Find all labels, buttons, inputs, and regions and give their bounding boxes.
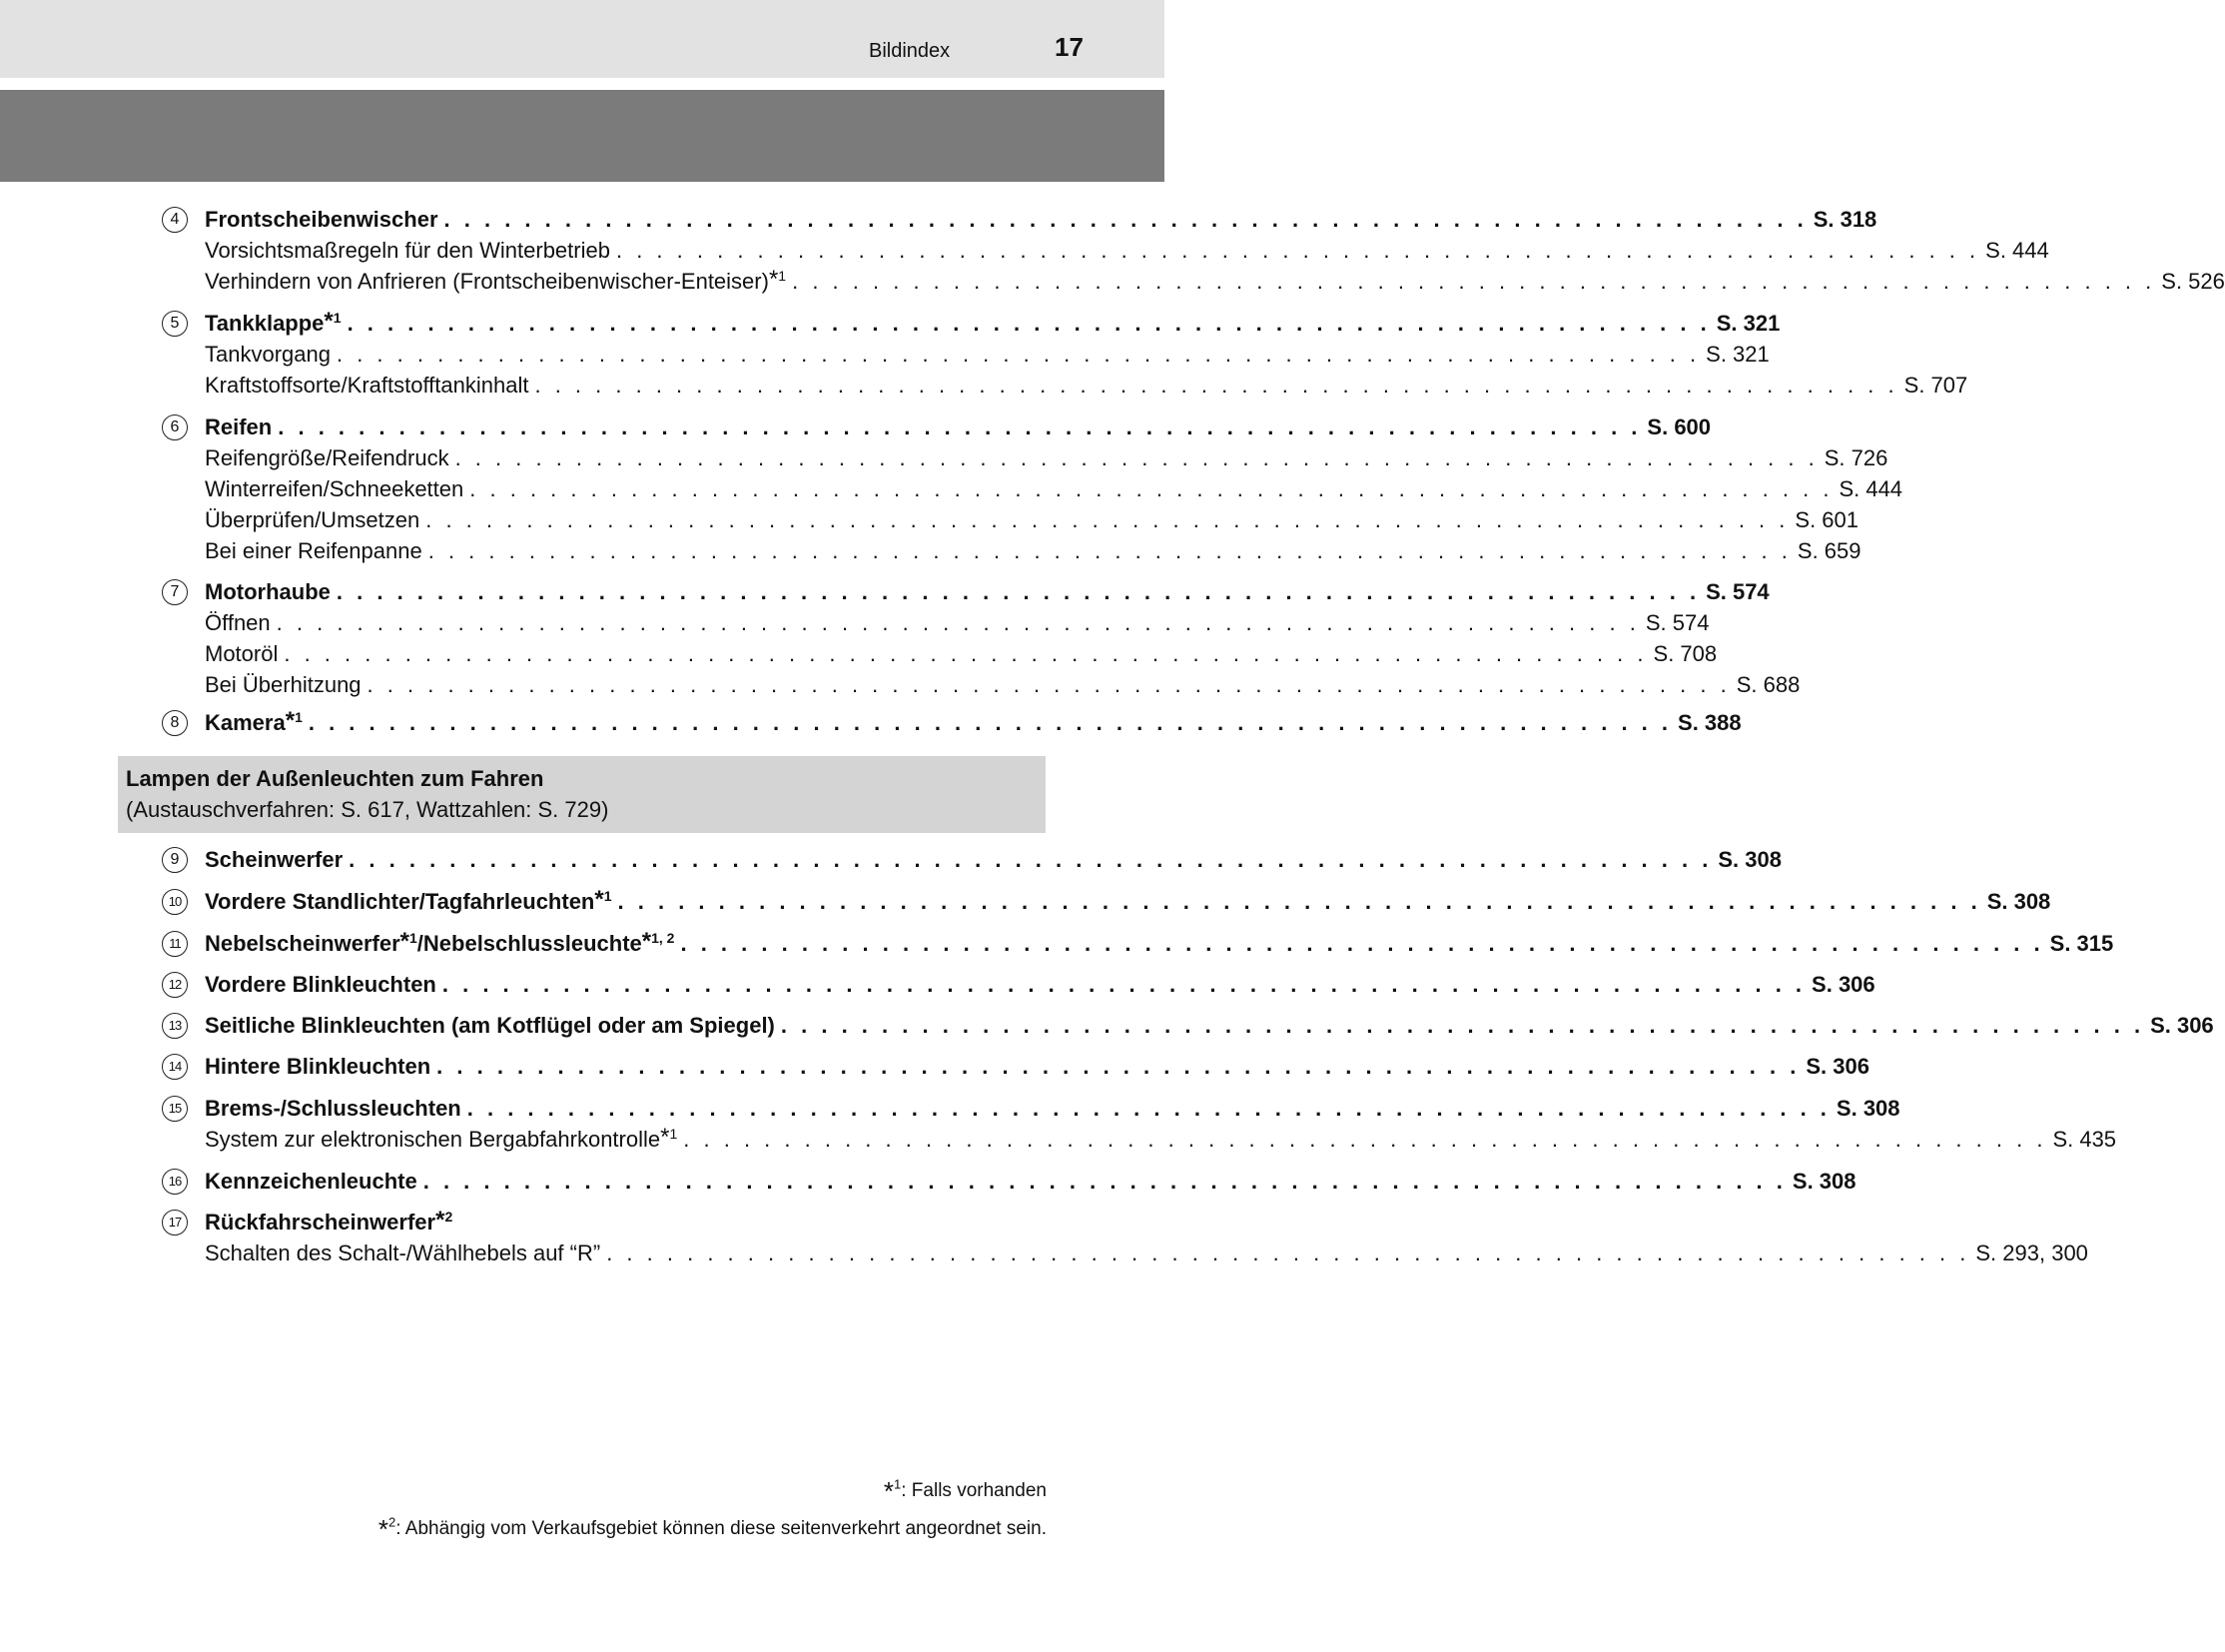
leader-dots: . . . . . . . . . . . . . . . . . . . . . . . . . . . . . . . . . . . . . . . . . . . . . . . . . . . . . . . . . . . . . . . . . . . . [427, 538, 1792, 563]
leader-dots: . . . . . . . . . . . . . . . . . . . . . . . . . . . . . . . . . . . . . . . . . . . . . . . . . . . . . . . . . . . . . . . . . . . . [606, 1240, 1970, 1265]
page-header [0, 0, 1164, 78]
page-ref: S. 708 [1653, 641, 1718, 666]
leader-dots: . . . . . . . . . . . . . . . . . . . . . . . . . . . . . . . . . . . . . . . . . . . . . . . . . . . . . . . . . . . . . . . . . . . . [278, 414, 1642, 439]
leader-dots: . . . . . . . . . . . . . . . . . . . . . . . . . . . . . . . . . . . . . . . . . . . . . . . . . . . . . . . . . . . . . . . . . . . . [615, 238, 1980, 263]
leader-dots: . . . . . . . . . . . . . . . . . . . . . . . . . . . . . . . . . . . . . . . . . . . . . . . . . . . . . . . . . . . . . . . . . . . . [425, 507, 1790, 532]
index-entry[interactable] [205, 1052, 1869, 1082]
leader-dots: . . . . . . . . . . . . . . . . . . . . . . . . . . . . . . . . . . . . . . . . . . . . . . . . . . . . . . . . . . . . . . . . . . . . [336, 579, 1701, 604]
page-ref: S. 321 [1716, 311, 1781, 336]
page-ref: S. 306 [1806, 1054, 1869, 1079]
item-number: 17 [162, 1210, 188, 1236]
item-number: 8 [162, 710, 188, 736]
index-subentry[interactable] [205, 505, 1858, 535]
entry-label: Tankvorgang [205, 342, 331, 367]
index-entry[interactable] [205, 970, 1875, 1000]
leader-dots: . . . . . . . . . . . . . . . . . . . . . . . . . . . . . . . . . . . . . . . . . . . . . . . . . . . . . . . . . . . . . . . . . . . . [347, 311, 1711, 336]
entry-label: Bei Überhitzung [205, 672, 362, 697]
entry-title: Tankklappe$^{*1}$ [205, 308, 342, 336]
page-number: 17 [1055, 32, 1084, 62]
entry-title: Vordere Standlichter/Tagfahrleuchten$^{*1}$ [205, 886, 612, 914]
entry-label: Öffnen [205, 610, 271, 635]
leader-dots: . . . . . . . . . . . . . . . . . . . . . . . . . . . . . . . . . . . . . . . . . . . . . . . . . . . . . . . . . . . . . . . . . . . . [443, 207, 1808, 232]
index-entry[interactable] [205, 413, 1712, 442]
page-ref: S. 659 [1797, 538, 1861, 563]
entry-title: Kennzeichenleuchte [205, 1169, 417, 1194]
entry-label: Verhindern von Anfrieren (Frontscheibenwischer-Enteiser)$^{*1}$ [205, 266, 787, 294]
entry-title: Frontscheibenwischer [205, 207, 438, 232]
section-heading: Lampen der Außenleuchten zum Fahren [126, 766, 544, 791]
leader-dots: . . . . . . . . . . . . . . . . . . . . . . . . . . . . . . . . . . . . . . . . . . . . . . . . . . . . . . . . . . . . . . . . . . . . [469, 476, 1834, 501]
leader-dots: . . . . . . . . . . . . . . . . . . . . . . . . . . . . . . . . . . . . . . . . . . . . . . . . . . . . . . . . . . . . . . . . . . . . [436, 1054, 1801, 1079]
section-subheading: (Austauschverfahren: S. 617, Wattzahlen: S. 729) [126, 797, 609, 822]
item-number: 12 [162, 972, 188, 998]
page-ref: S. 444 [1839, 476, 1903, 501]
item-number: 13 [162, 1013, 188, 1039]
entry-label: Kraftstoffsorte/Kraftstofftankinhalt [205, 373, 529, 398]
index-entry[interactable] [205, 205, 1877, 235]
page-ref: S. 308 [1836, 1096, 1900, 1121]
entry-title: Scheinwerfer [205, 847, 344, 872]
entry-label: Schalten des Schalt-/Wählhebels auf “R” [205, 1240, 601, 1265]
page-ref: S. 306 [1812, 972, 1875, 997]
item-number: 9 [162, 847, 188, 873]
leader-dots: . . . . . . . . . . . . . . . . . . . . . . . . . . . . . . . . . . . . . . . . . . . . . . . . . . . . . . . . . . . . . . . . . . . . [441, 972, 1807, 997]
page-ref: S. 707 [1903, 373, 1968, 398]
entry-label: Bei einer Reifenpanne [205, 538, 422, 563]
leader-dots: . . . . . . . . . . . . . . . . . . . . . . . . . . . . . . . . . . . . . . . . . . . . . . . . . . . . . . . . . . . . . . . . . . . . [792, 269, 2156, 294]
leader-dots: . . . . . . . . . . . . . . . . . . . . . . . . . . . . . . . . . . . . . . . . . . . . . . . . . . . . . . . . . . . . . . . . . . . . [276, 610, 1640, 635]
item-number: 5 [162, 311, 188, 337]
entry-label: Motoröl [205, 641, 279, 666]
section-title: Bildindex [869, 40, 951, 62]
header-band [0, 90, 1164, 182]
leader-dots: . . . . . . . . . . . . . . . . . . . . . . . . . . . . . . . . . . . . . . . . . . . . . . . . . . . . . . . . . . . . . . . . . . . . [534, 373, 1898, 398]
index-entry[interactable] [205, 308, 1781, 339]
entry-title: Nebelscheinwerfer$^{*1}$/Nebelschlussleuchte$^{*1, 2}$ [205, 928, 675, 956]
page-ref: S. 726 [1824, 445, 1888, 470]
index-subentry[interactable] [205, 266, 2225, 297]
page-ref: S. 306 [2150, 1013, 2214, 1038]
index-entry[interactable] [205, 1011, 2214, 1041]
index-subentry[interactable] [205, 670, 1801, 700]
item-number: 4 [162, 207, 188, 233]
entry-title: Reifen [205, 414, 273, 439]
leader-dots: . . . . . . . . . . . . . . . . . . . . . . . . . . . . . . . . . . . . . . . . . . . . . . . . . . . . . . . . . . . . . . . . . . . . [466, 1096, 1831, 1121]
page-ref: S. 318 [1813, 207, 1877, 232]
index-entry[interactable] [205, 577, 1770, 607]
item-number: 16 [162, 1169, 188, 1195]
entry-label: Überprüfen/Umsetzen [205, 507, 420, 532]
page-ref: S. 574 [1645, 610, 1710, 635]
index-subentry[interactable] [205, 443, 1888, 473]
page-ref: S. 315 [2049, 931, 2114, 956]
entry-title: Hintere Blinkleuchten [205, 1054, 431, 1079]
index-subentry[interactable] [205, 536, 1861, 566]
index-entry[interactable] [205, 1167, 1856, 1197]
item-number: 14 [162, 1054, 188, 1080]
index-entry[interactable] [205, 886, 2051, 917]
leader-dots: . . . . . . . . . . . . . . . . . . . . . . . . . . . . . . . . . . . . . . . . . . . . . . . . . . . . . . . . . . . . . . . . . . . . [683, 1127, 2047, 1152]
leader-dots: . . . . . . . . . . . . . . . . . . . . . . . . . . . . . . . . . . . . . . . . . . . . . . . . . . . . . . . . . . . . . . . . . . . . [308, 710, 1673, 735]
item-number: 11 [162, 931, 188, 957]
index-subentry[interactable] [205, 608, 1710, 638]
entry-label: Vorsichtsmaßregeln für den Winterbetrieb [205, 238, 610, 263]
index-subentry[interactable] [205, 1239, 2088, 1268]
leader-dots: . . . . . . . . . . . . . . . . . . . . . . . . . . . . . . . . . . . . . . . . . . . . . . . . . . . . . . . . . . . . . . . . . . . . [284, 641, 1648, 666]
section-heading-box [118, 756, 1046, 833]
page-ref: S. 688 [1736, 672, 1801, 697]
index-subentry[interactable] [205, 236, 2049, 266]
entry-title: Vordere Blinkleuchten [205, 972, 436, 997]
entry-label: Winterreifen/Schneeketten [205, 476, 464, 501]
index-entry[interactable] [205, 928, 2114, 959]
footnote-1: *$^1$: Falls vorhanden [883, 1476, 1047, 1506]
entry-title: Seitliche Blinkleuchten (am Kotflügel oder am Spiegel) [205, 1013, 775, 1038]
page-ref: S. 293, 300 [1975, 1240, 2088, 1265]
page-ref: S. 444 [1985, 238, 2049, 263]
leader-dots: . . . . . . . . . . . . . . . . . . . . . . . . . . . . . . . . . . . . . . . . . . . . . . . . . . . . . . . . . . . . . . . . . . . . [367, 672, 1731, 697]
page-ref: S. 435 [2052, 1127, 2117, 1152]
entry-title: Brems-/Schlussleuchten [205, 1096, 461, 1121]
index-subentry[interactable] [205, 1124, 2117, 1155]
index-entry[interactable] [205, 707, 1742, 738]
leader-dots: . . . . . . . . . . . . . . . . . . . . . . . . . . . . . . . . . . . . . . . . . . . . . . . . . . . . . . . . . . . . . . . . . . . . [454, 445, 1819, 470]
item-number: 6 [162, 414, 188, 440]
leader-dots: . . . . . . . . . . . . . . . . . . . . . . . . . . . . . . . . . . . . . . . . . . . . . . . . . . . . . . . . . . . . . . . . . . . . [336, 342, 1701, 367]
entry-label: Reifengröße/Reifendruck [205, 445, 449, 470]
page-ref: S. 308 [1718, 847, 1782, 872]
index-entry[interactable] [205, 1094, 1900, 1124]
page-ref: S. 388 [1678, 710, 1742, 735]
entry-title: Kamera$^{*1}$ [205, 707, 303, 735]
item-number: 7 [162, 579, 188, 605]
page-ref: S. 600 [1647, 414, 1712, 439]
page-ref: S. 526 [2161, 269, 2225, 294]
leader-dots: . . . . . . . . . . . . . . . . . . . . . . . . . . . . . . . . . . . . . . . . . . . . . . . . . . . . . . . . . . . . . . . . . . . . [422, 1169, 1787, 1194]
page-ref: S. 574 [1706, 579, 1770, 604]
index-subentry[interactable] [205, 474, 1903, 504]
index-subentry[interactable] [205, 371, 1968, 401]
leader-dots: . . . . . . . . . . . . . . . . . . . . . . . . . . . . . . . . . . . . . . . . . . . . . . . . . . . . . . . . . . . . . . . . . . . . [680, 931, 2044, 956]
entry-title: Motorhaube [205, 579, 331, 604]
page-ref: S. 601 [1795, 507, 1858, 532]
index-subentry[interactable] [205, 639, 1718, 669]
item-number: 10 [162, 889, 188, 915]
leader-dots: . . . . . . . . . . . . . . . . . . . . . . . . . . . . . . . . . . . . . . . . . . . . . . . . . . . . . . . . . . . . . . . . . . . . [780, 1013, 2145, 1038]
leader-dots: . . . . . . . . . . . . . . . . . . . . . . . . . . . . . . . . . . . . . . . . . . . . . . . . . . . . . . . . . . . . . . . . . . . . [349, 847, 1713, 872]
index-entry[interactable] [205, 845, 1782, 875]
page-ref: S. 308 [1986, 889, 2051, 914]
entry-label: System zur elektronischen Bergabfahrkontrolle$^{*1}$ [205, 1124, 678, 1152]
index-entry[interactable] [205, 1208, 999, 1238]
index-subentry[interactable] [205, 340, 1770, 370]
page-ref: S. 321 [1706, 342, 1770, 367]
entry-title: Rückfahrscheinwerfer$^{*2}$ [205, 1207, 453, 1235]
item-number: 15 [162, 1096, 188, 1122]
footnote-2: *$^2$: Abhängig vom Verkaufsgebiet können diese seitenverkehrt angeordnet sein. [377, 1514, 1047, 1544]
leader-dots: . . . . . . . . . . . . . . . . . . . . . . . . . . . . . . . . . . . . . . . . . . . . . . . . . . . . . . . . . . . . . . . . . . . . [617, 889, 1981, 914]
page-ref: S. 308 [1792, 1169, 1856, 1194]
